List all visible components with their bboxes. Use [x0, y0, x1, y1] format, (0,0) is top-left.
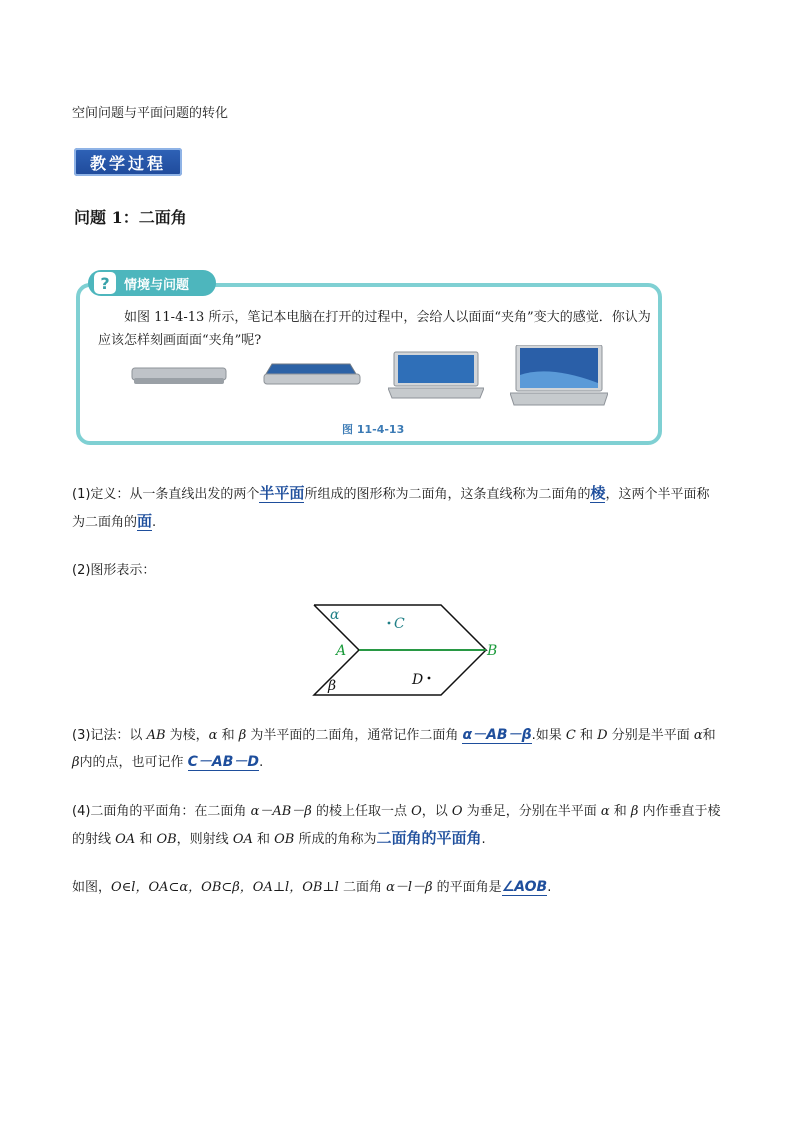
figure-label: (2)图形表示： — [72, 563, 156, 578]
label-alpha: α — [330, 607, 340, 623]
highlight-plane-angle: 二面角的平面角 — [376, 829, 482, 847]
definition-text: . — [152, 515, 157, 530]
laptop-closed-icon — [130, 362, 230, 388]
definition-text: (1)定义：从一条直线出发的两个 — [72, 487, 260, 502]
answer-blank-notation: α－AB－β — [462, 727, 532, 743]
laptop-fully-open-icon — [510, 345, 608, 409]
scenario-text: 如图 11-4-13 所示，笔记本电脑在打开的过程中，会给人以面面“夹角”变大的感觉．你认为应该怎样刻画面面“夹角”呢? — [98, 310, 651, 348]
answer-blank-edge: 棱 — [590, 484, 606, 502]
label-D: D — [412, 672, 424, 688]
section-heading: 问题 1：二面角 — [74, 208, 187, 227]
label-beta: β — [328, 678, 337, 694]
definition-paragraph — [72, 480, 722, 536]
document-subtitle: 空间问题与平面问题的转化 — [72, 106, 229, 121]
answer-blank-half-plane: 半平面 — [259, 484, 305, 502]
label-C: C — [394, 616, 405, 632]
point-C — [388, 622, 391, 625]
label-B: B — [487, 643, 498, 659]
answer-blank-angle: ∠AOB — [501, 879, 548, 895]
example-paragraph: 如图，O∈l，OA⊂α，OB⊂β，OA⊥l，OB⊥l 二面角 α－l－β 的平面角是∠AOB. — [72, 879, 552, 895]
laptop-half-open-icon — [388, 350, 484, 402]
dihedral-angle-diagram — [300, 598, 510, 700]
teaching-process-banner: 教学过程 — [74, 148, 182, 176]
laptop-slightly-open-icon — [262, 360, 362, 390]
scenario-tag-label: 情境与问题 — [124, 277, 190, 293]
definition-text: ，这两个半平面称为二面角的 — [72, 487, 710, 530]
definition-text: 所组成的图形称为二面角，这条直线称为二面角的 — [304, 487, 591, 502]
label-A: A — [336, 643, 347, 659]
scenario-tag — [88, 270, 216, 296]
point-D — [428, 677, 431, 680]
answer-blank-face: 面 — [137, 512, 153, 530]
answer-blank-alt-notation: C－AB－D — [187, 754, 260, 770]
question-icon: ? — [94, 272, 116, 294]
figure-caption: 图 11-4-13 — [342, 423, 405, 436]
plane-angle-paragraph: (4)二面角的平面角：在二面角 α－AB－β 的棱上任取一点 O，以 O 为垂足，分别在半平面 α 和 β 内作垂直于棱的射线 OA 和 OB，则射线 OA 和 OB 所成的角称为二面角的平面角. — [72, 804, 721, 847]
notation-paragraph: (3)记法：以 AB 为棱，α 和 β 为半平面的二面角，通常记作二面角 α－AB－β.如果 C 和 D 分别是半平面 α和β内的点，也可记作 C－AB－D. — [72, 727, 716, 770]
